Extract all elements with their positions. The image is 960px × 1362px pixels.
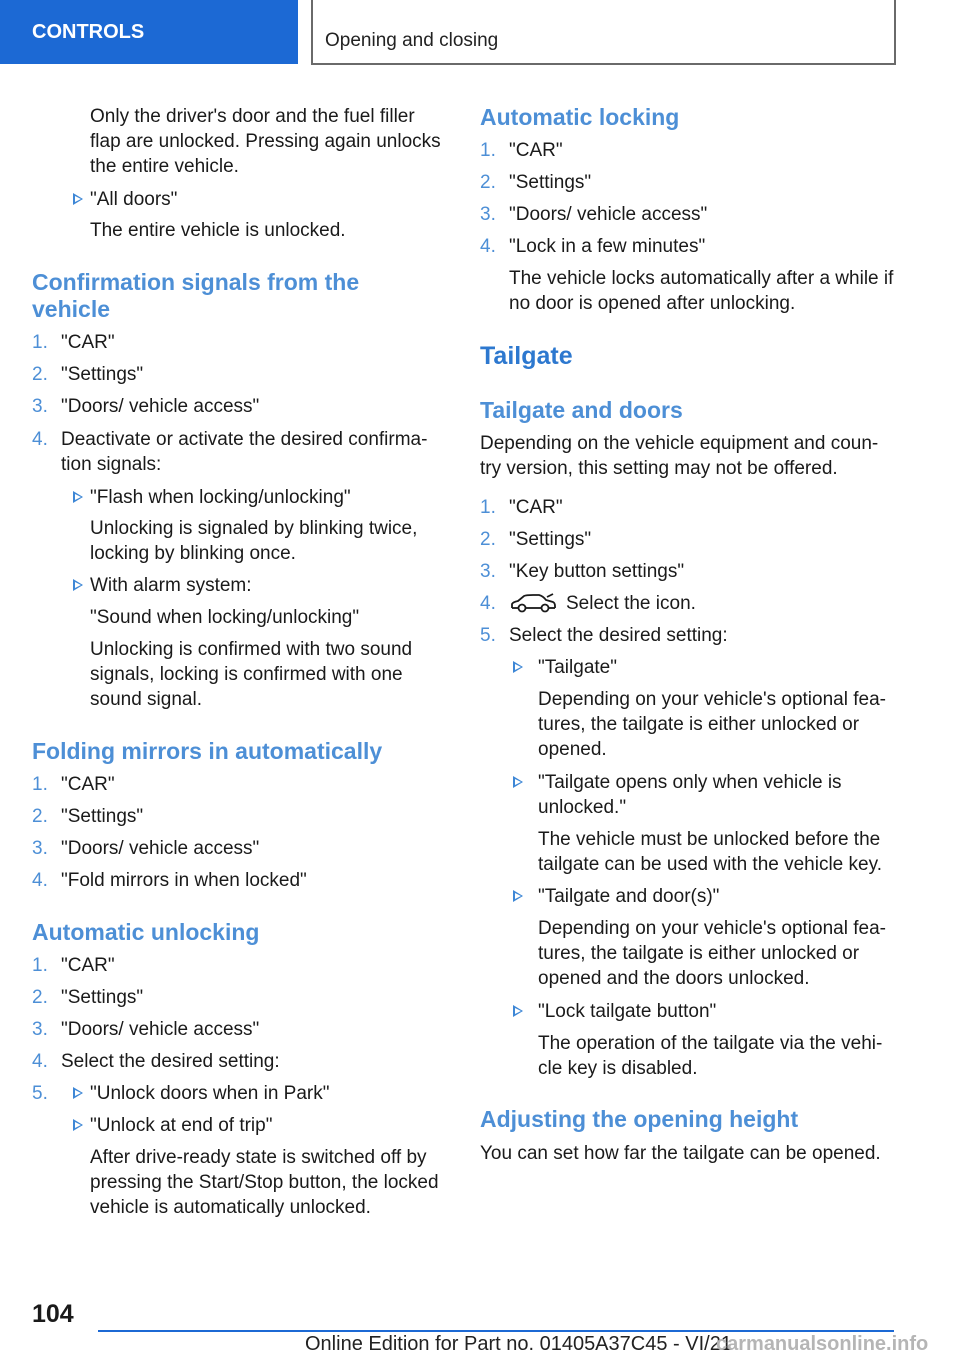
chapter-title: Opening and closing [325,30,499,51]
section-tab: CONTROLS [0,0,298,64]
footer-divider [98,1330,894,1332]
step-number: 2. [480,172,496,193]
step-description: no door is opened after unlocking. [509,293,796,314]
triangle-bullet-icon [514,891,523,901]
step-text: "Settings" [61,806,144,827]
step-number: 2. [32,987,48,1008]
step-text: "Settings" [509,172,592,193]
option-description: The entire vehicle is unlocked. [90,220,346,241]
option-description: tailgate can be used with the vehicle key. [538,854,882,875]
option-tailgate-unlocked: unlocked." [538,797,627,818]
step-text: "Settings" [509,529,592,550]
option-description: sound signal. [90,689,202,710]
intro-line: flap are unlocked. Pressing again unlocks [90,131,441,152]
heading-confirmation-signals: Confirmation signals from the [32,269,360,295]
step-text: "Key button settings" [509,561,685,582]
step-number: 4. [32,1051,48,1072]
option-trip: "Unlock at end of trip" [90,1115,273,1136]
option-description: Depending on your vehicle's optional fea- [538,918,886,939]
triangle-bullet-icon [74,194,83,204]
triangle-bullet-icon [74,1120,83,1130]
intro-line: Only the driver's door and the fuel filler [90,106,415,127]
step-number: 5. [32,1083,48,1104]
option-tailgate-unlocked: "Tailgate opens only when vehicle is [538,772,842,793]
step-number: 1. [32,774,48,795]
option-description: cle key is disabled. [538,1058,698,1079]
option-alarm: With alarm system: [90,575,252,596]
step-description: The vehicle locks automatically after a while if [509,268,894,289]
triangle-bullet-icon [514,777,523,787]
step-number: 2. [32,806,48,827]
step-text: "Doors/ vehicle access" [61,1019,260,1040]
step-text: "CAR" [509,497,563,518]
step-text: "CAR" [61,332,115,353]
triangle-bullet-icon [74,492,83,502]
option-description: tures, the tailgate is either unlocked or [538,943,860,964]
heading-tailgate-and-doors: Tailgate and doors [480,397,683,423]
step-number: 1. [480,497,496,518]
step-number: 3. [480,561,496,582]
height-description: You can set how far the tailgate can be opened. [480,1143,881,1164]
step-text: Deactivate or activate the desired confirma- [61,429,428,450]
page-number: 104 [32,1300,74,1328]
option-description: The operation of the tailgate via the vehi- [538,1033,883,1054]
option-description: Unlocking is signaled by blinking twice, [90,518,418,539]
option-description: opened and the doors unlocked. [538,968,810,989]
step-number: 2. [480,529,496,550]
heading-automatic-locking: Automatic locking [480,104,680,130]
step-number: 1. [32,955,48,976]
step-number: 1. [32,332,48,353]
step-text: "Lock in a few minutes" [509,236,706,257]
option-description: Unlocking is confirmed with two sound [90,639,413,660]
intro-line: try version, this setting may not be offered. [480,458,838,479]
step-number: 3. [32,1019,48,1040]
heading-automatic-unlocking: Automatic unlocking [32,919,260,945]
step-number: 5. [480,625,496,646]
option-tailgate-doors: "Tailgate and door(s)" [538,886,720,907]
step-text: "Settings" [61,987,144,1008]
option-description: The vehicle must be unlocked before the [538,829,881,850]
triangle-bullet-icon [74,580,83,590]
option-all-doors: "All doors" [90,189,178,210]
step-number: 4. [480,593,496,614]
option-tailgate: "Tailgate" [538,657,617,678]
heading-folding-mirrors: Folding mirrors in automatically [32,738,383,764]
step-text: "Fold mirrors in when locked" [61,870,307,891]
option-description: vehicle is automatically unlocked. [90,1197,371,1218]
heading-opening-height: Adjusting the opening height [480,1106,799,1132]
watermark: carmanualsonline.info [716,1333,929,1355]
heading-confirmation-signals: vehicle [32,296,110,322]
step-text: "CAR" [61,774,115,795]
step-text: Select the desired setting: [509,625,728,646]
step-text: Select the icon. [566,593,696,614]
option-description: signals, locking is confirmed with one [90,664,403,685]
step-text: "CAR" [61,955,115,976]
option-description: opened. [538,739,607,760]
option-description: Depending on your vehicle's optional fea- [538,689,886,710]
step-number: 3. [32,396,48,417]
step-text: "CAR" [509,140,563,161]
option-description: locking by blinking once. [90,543,296,564]
option-description: tures, the tailgate is either unlocked or [538,714,860,735]
step-number: 3. [480,204,496,225]
option-park: "Unlock doors when in Park" [90,1083,330,1104]
triangle-bullet-icon [74,1088,83,1098]
option-lock-tailgate: "Lock tailgate button" [538,1001,717,1022]
step-text: "Settings" [61,364,144,385]
step-number: 1. [480,140,496,161]
intro-line: Depending on the vehicle equipment and coun- [480,433,879,454]
step-number: 2. [32,364,48,385]
triangle-bullet-icon [514,1006,523,1016]
option-flash: "Flash when locking/unlocking" [90,487,351,508]
step-text: Select the desired setting: [61,1051,280,1072]
intro-line: the entire vehicle. [90,156,239,177]
triangle-bullet-icon [514,662,523,672]
step-number: 3. [32,838,48,859]
step-number: 4. [32,429,48,450]
step-number: 4. [480,236,496,257]
option-sound: "Sound when locking/unlocking" [90,607,360,628]
step-text: "Doors/ vehicle access" [61,396,260,417]
option-description: After drive-ready state is switched off by [90,1147,427,1168]
step-text: tion signals: [61,454,162,475]
option-description: pressing the Start/Stop button, the locked [90,1172,439,1193]
car-outline-icon [509,592,557,614]
step-text: "Doors/ vehicle access" [61,838,260,859]
step-number: 4. [32,870,48,891]
heading-tailgate: Tailgate [480,342,573,370]
step-text: "Doors/ vehicle access" [509,204,708,225]
footer-edition: Online Edition for Part no. 01405A37C45 - VI/21 [305,1333,732,1355]
